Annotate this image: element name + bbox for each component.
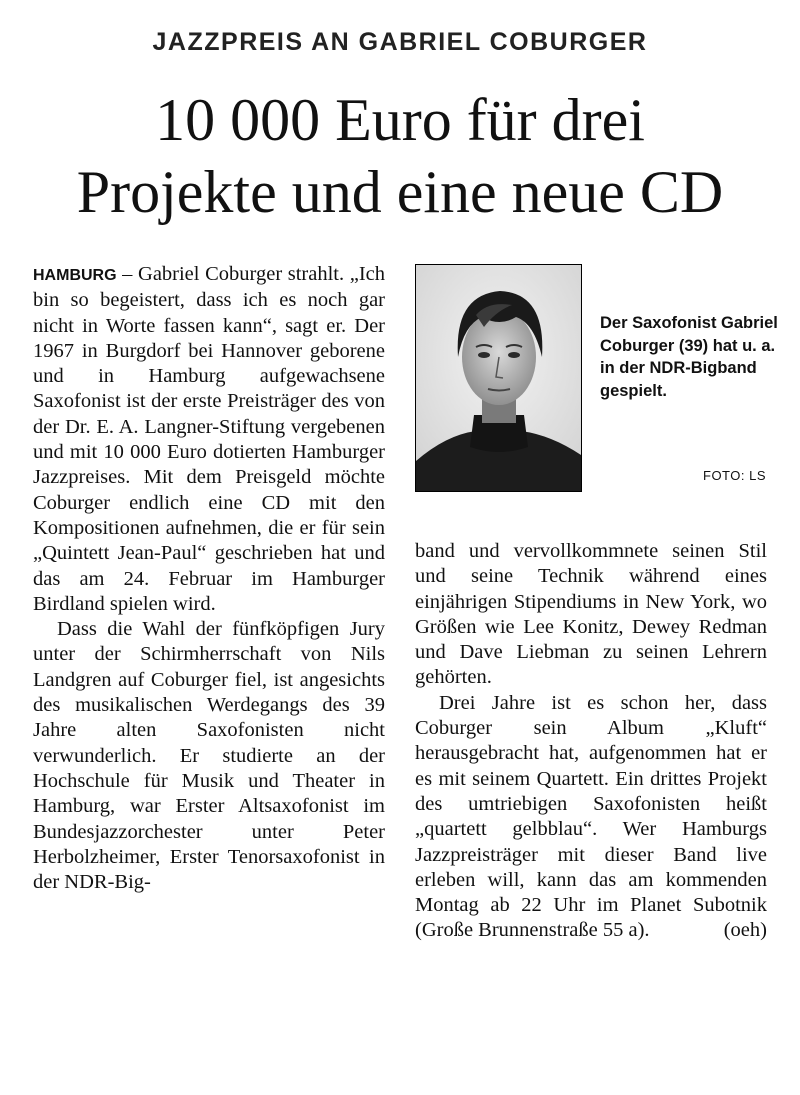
article-paragraph-2: Dass die Wahl der fünfköpfigen Jury unter der Schirmherrschaft von Nils Landgren auf Coburger fiel, ist angesichts des musikalischen Werdegangs des 39 Jahre alten Saxofonisten nicht verwunderlich. Er studierte an der Hochschule für Musik und Theater in Hamburg, war Erster Altsaxofonist im Bundesjazzorchester unter Peter Herbolzheimer, Erster Tenorsaxofonist in der NDR-Big- bbox=[33, 618, 385, 894]
portrait-image bbox=[416, 265, 581, 491]
paragraph-1-text: – Gabriel Coburger strahlt. „Ich bin so begeistert, dass ich es noch gar nicht in Worte fassen kann“, sagt er. Der 1967 in Burgdorf bei Hannover geborene und in Hamburg aufgewachsene Saxofonist ist der erste Preisträger des von der Dr. E. A. Langner-Stiftung vergebenen und mit 10 000 Euro dotierten Hamburger Jazzpreises. Mit dem Preisgeld möchte Coburger endlich eine CD mit den Kompositionen aufnehmen, die er für sein „Quintett Jean-Paul“ geschrieben hat und das am 24. Februar im Hamburger Birdland spielen wird. bbox=[33, 263, 385, 615]
photo-credit: FOTO: LS bbox=[703, 468, 766, 483]
photo-caption: Der Saxofonist Gabriel Coburger (39) hat u. a. in der NDR-Bigband gespielt. bbox=[600, 314, 778, 400]
dateline: HAMBURG bbox=[33, 267, 117, 284]
article-column-2 bbox=[415, 539, 767, 944]
paragraph-3-text: Drei Jahre ist es schon her, dass Coburger sein Album „Kluft“ herausgebracht hat, aufgenommen hat er es mit seinem Quartett. Ein drittes Projekt des umtriebigen Saxofonisten heißt „quartett gelbblau“. Wer Hamburgs Jazzpreisträger mit dieser Band live erleben will, kann das am kommenden Montag ab 22 Uhr im Planet Subotnik (Große Brunnenstraße 55 a). bbox=[415, 691, 767, 942]
kicker-title: JAZZPREIS AN GABRIEL COBURGER bbox=[152, 28, 648, 56]
headline-line-1: 10 000 Euro für drei bbox=[155, 87, 645, 153]
article-paragraph-1 bbox=[33, 262, 385, 617]
article-column-1 bbox=[33, 262, 385, 895]
article-paragraph-2-continued: band und vervollkommnete seinen Stil und seine Technik während eines einjährigen Stipendiums in New York, wo Größen wie Lee Konitz, Dewey Redman und Dave Liebman zu seinen Lehrern gehörten. bbox=[415, 540, 767, 689]
author-signature: (oeh) bbox=[723, 919, 767, 942]
headline-line-2: Projekte und eine neue CD bbox=[76, 159, 724, 225]
portrait-photo bbox=[415, 264, 582, 492]
headline bbox=[0, 84, 800, 228]
article-paragraph-3 bbox=[415, 691, 767, 944]
